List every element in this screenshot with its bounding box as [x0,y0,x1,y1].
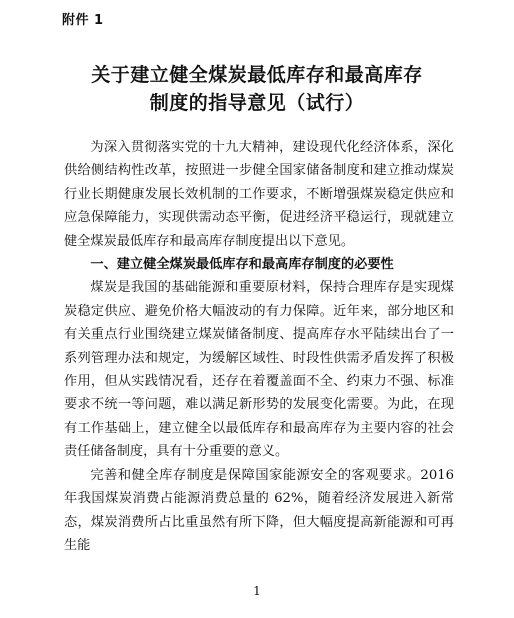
page-number: 1 [253,584,261,598]
body-paragraph: 完善和健全库存制度是保障国家能源安全的客观要求。2016 年我国煤炭消费占能源消费总量的 62%，随着经济发展进入新常态，煤炭消费所占比重虽然有所下降，但大幅度提高新能源和可再生能 [64,467,454,553]
document-body [64,136,454,557]
document-title-line-2: 制度的指导意见（试行） [149,92,365,114]
document-title-line-1: 关于建立健全煤炭最低库存和最高库存 [91,64,423,86]
body-paragraph: 煤炭是我国的基础能源和重要原材料，保持合理库存是实现煤炭稳定供应、避免价格大幅波动的有力保障。近年来，部分地区和有关重点行业围绕建立煤炭储备制度、提高库存水平陆续出台了一系列管理办法和规定，为缓解区域性、时段性供需矛盾发挥了积极作用，但从实践情况看，还存在着覆盖面不全、约束力不强、标准要求不统一等问题，难以满足新形势的发展变化需要。为此，在现有工作基础上，建立健全以最低库存和最高库存为主要内容的社会责任储备制度，具有十分重要的意义。 [64,280,454,460]
intro-paragraph: 为深入贯彻落实党的十九大精神，建设现代化经济体系，深化供给侧结构性改革，按照进一步健全国家储备制度和建立推动煤炭行业长期健康发展长效机制的工作要求，不断增强煤炭稳定供应和应急保障能力，实现供需动态平衡，促进经济平稳运行，现就建立健全煤炭最低库存和最高库存制度提出以下意见。 [64,140,454,249]
attachment-label: 附件 1 [62,13,104,28]
section-heading-1: 一、建立健全煤炭最低库存和最高库存制度的必要性 [90,257,394,273]
